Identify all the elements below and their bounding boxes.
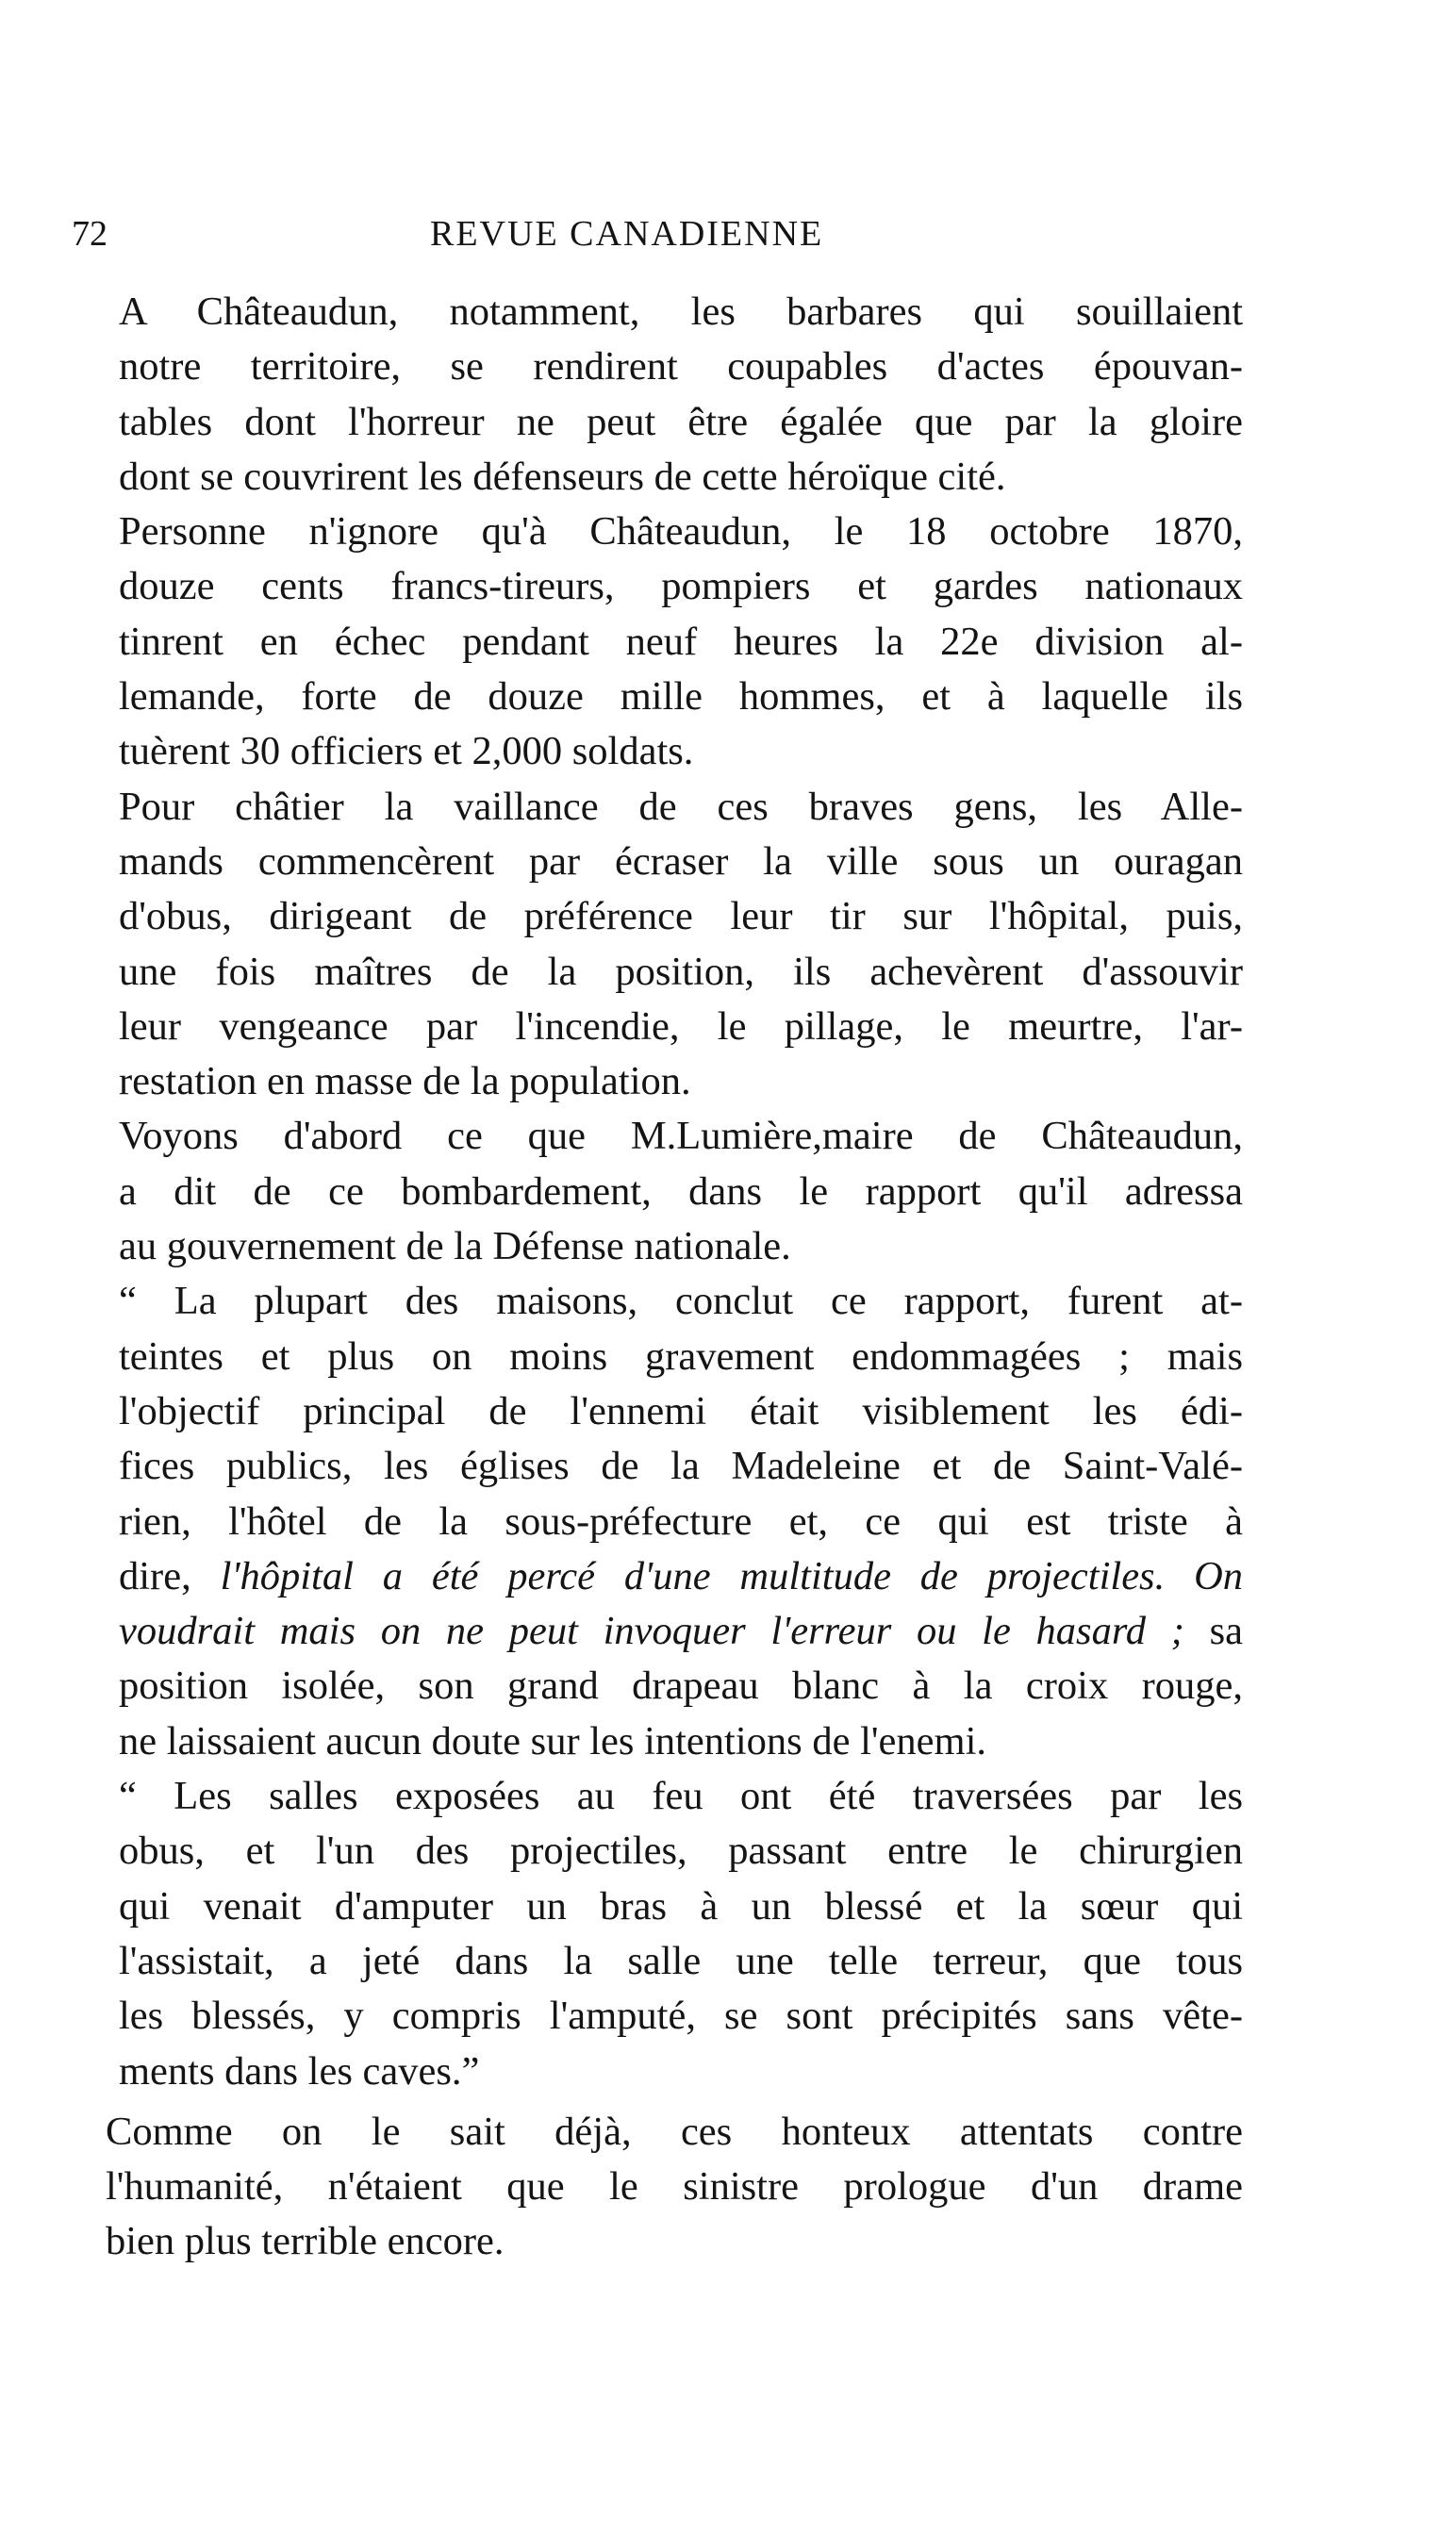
text-line: Voyons d'abord ce que M.Lumière,maire de Châteaudun, (119, 1114, 1243, 1159)
text-line: bien plus terrible encore. (106, 2219, 505, 2264)
page-number: 72 (72, 214, 108, 254)
page-header (72, 206, 1241, 262)
text-line: Comme on le sait déjà, ces honteux attentats contre (106, 2109, 1243, 2154)
text-line: Personne n'ignore qu'à Châteaudun, le 18 octobre 1870, (119, 509, 1243, 555)
text-line: au gouvernement de la Défense nationale. (119, 1224, 791, 1269)
text-line: position isolée, son grand drapeau blanc à la croix rouge, (119, 1664, 1243, 1709)
text-line: lemande, forte de douze mille hommes, et à laquelle ils (119, 674, 1243, 720)
text-line: une fois maîtres de la position, ils achevèrent d'assouvir (119, 949, 1243, 994)
text-line: tinrent en échec pendant neuf heures la 22e division al- (119, 619, 1243, 664)
text-line: d'obus, dirigeant de préférence leur tir sur l'hôpital, puis, (119, 894, 1243, 939)
italic-text: voudrait mais on ne peut invoquer l'erreur ou le hasard ; (119, 1609, 1184, 1654)
plain-text: dire, (119, 1553, 221, 1598)
text-line: ments dans les caves.” (119, 2048, 480, 2094)
paragraph (66, 1109, 1243, 1274)
text-line: l'humanité, n'étaient que le sinistre prologue d'un drame (106, 2164, 1243, 2210)
quoted-paragraph (66, 1769, 1243, 2099)
text-line: “ Les salles exposées au feu ont été traversées par les (119, 1774, 1243, 1819)
text-line: ne laissaient aucun doute sur les intentions de l'enemi. (119, 1718, 986, 1763)
text-line: “ La plupart des maisons, conclut ce rapport, furent at- (119, 1279, 1243, 1324)
paragraph (66, 780, 1243, 1110)
body-text (66, 285, 1243, 2270)
text-line: douze cents francs-tireurs, pompiers et gardes nationaux (119, 564, 1243, 609)
running-head: REVUE CANADIENNE (430, 214, 824, 254)
text-line: qui venait d'amputer un bras à un blessé et la sœur qui (119, 1883, 1243, 1929)
text-line: tuèrent 30 officiers et 2,000 soldats. (119, 729, 694, 774)
text-line: obus, et l'un des projectiles, passant entre le chirurgien (119, 1829, 1243, 1874)
text-line (66, 1604, 1243, 1659)
text-line: les blessés, y compris l'amputé, se sont précipités sans vête- (119, 1994, 1243, 2039)
text-line (66, 1549, 1243, 1604)
text-line: dont se couvrirent les défenseurs de cette héroïque cité. (119, 454, 1006, 499)
text-line: rien, l'hôtel de la sous-préfecture et, ce qui est triste à (119, 1498, 1243, 1544)
plain-text: sa (1183, 1609, 1243, 1654)
text-line: Pour châtier la vaillance de ces braves gens, les Alle- (119, 784, 1243, 829)
text-line: mands commencèrent par écraser la ville sous un ouragan (119, 838, 1243, 884)
paragraph (66, 505, 1243, 779)
text-line: A Châteaudun, notamment, les barbares qui souillaient (119, 290, 1243, 334)
italic-text: l'hôpital a été percé d'une multitude de projectiles. On (220, 1553, 1244, 1598)
text-line: teintes et plus on moins gravement endommagées ; mais (119, 1333, 1243, 1379)
text-line: notre territoire, se rendirent coupables d'actes épouvan- (119, 344, 1243, 389)
text-line: a dit de ce bombardement, dans le rapport qu'il adressa (119, 1168, 1243, 1214)
text-line: tables dont l'horreur ne peut être égalée que par la gloire (119, 399, 1243, 444)
text-line: fices publics, les églises de la Madeleine et de Saint-Valé- (119, 1444, 1243, 1489)
paragraph (66, 285, 1243, 505)
paragraph (66, 2105, 1243, 2270)
text-line: leur vengeance par l'incendie, le pillage, le meurtre, l'ar- (119, 1003, 1243, 1049)
text-line: l'objectif principal de l'ennemi était visiblement les édi- (119, 1388, 1243, 1433)
quoted-paragraph (66, 1274, 1243, 1769)
text-line: l'assistait, a jeté dans la salle une telle terreur, que tous (119, 1938, 1243, 1983)
text-line: restation en masse de la population. (119, 1059, 691, 1104)
